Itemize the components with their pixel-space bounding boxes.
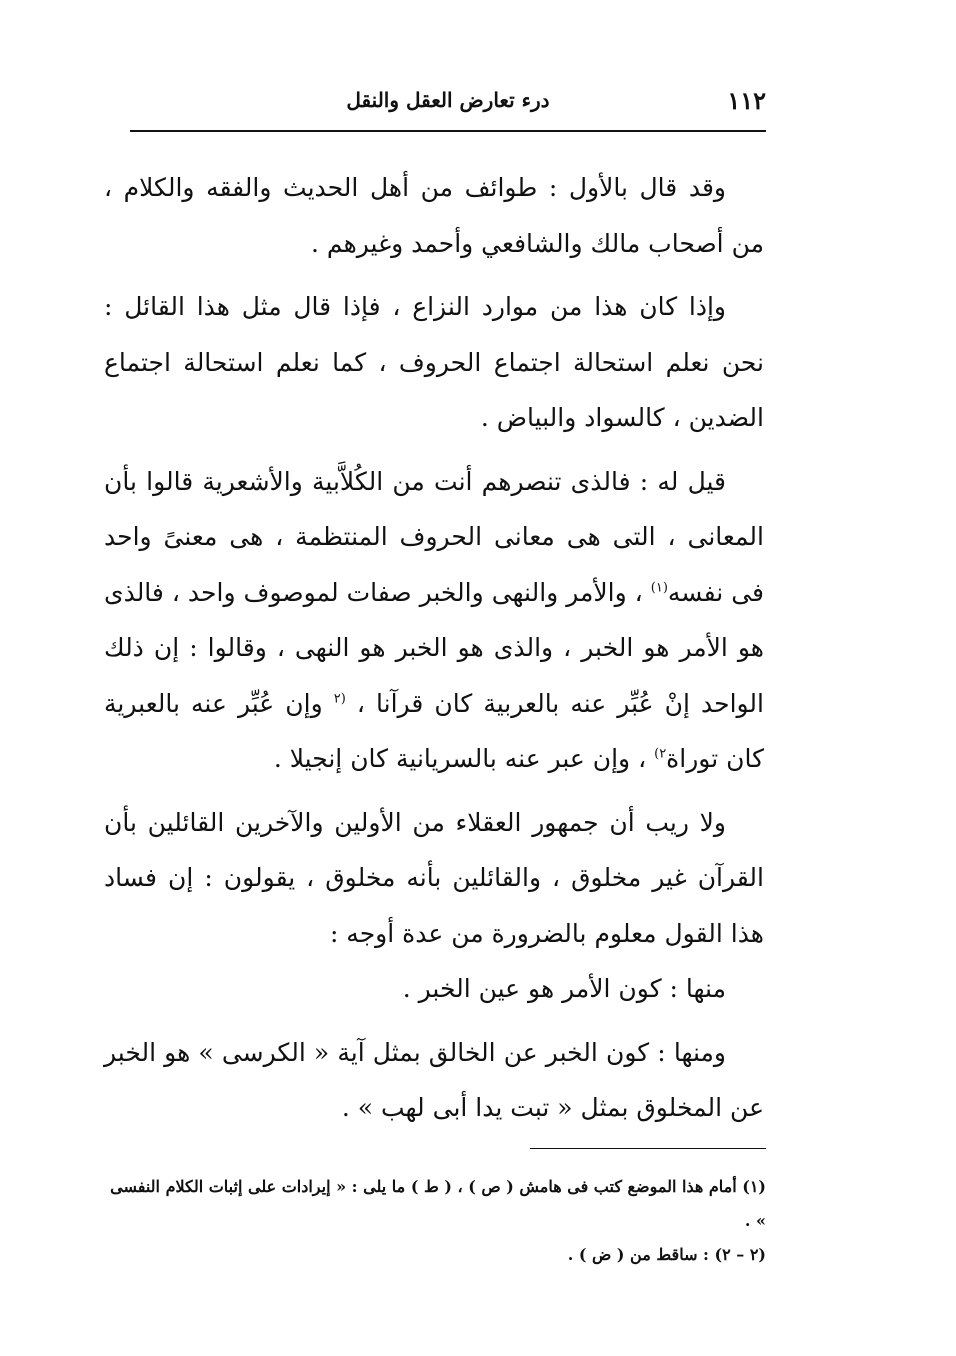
- page-number: ١١٢: [727, 86, 766, 115]
- footnote-ref-1: (١): [650, 580, 668, 596]
- paragraph-3-part-c: وإن عُبِّر عنه بالعبرية كان توراة: [104, 688, 764, 773]
- paragraph-3: [104, 454, 764, 787]
- paragraph-6: ومنها : كون الخبر عن الخالق بمثل آية « الكرسى » هو الخبر عن المخلوق بمثل « تبت يدا أبى لهب » .: [104, 1037, 764, 1122]
- footnote-ref-2-start: (٢: [333, 691, 346, 707]
- page-header: [130, 82, 766, 122]
- paragraph-2: وإذا كان هذا من موارد النزاع ، فإذا قال مثل هذا القائل : نحن نعلم استحالة اجتماع الحروف ، كما نعلم استحالة اجتماع الضدين ، كالسواد والبياض .: [104, 292, 764, 432]
- paragraph-3-part-b: ، والأمر والنهى والخبر صفات لموصوف واحد ، فالذى هو الأمر هو الخبر ، والذى هو الخبر هو النهى ، وقالوا : إن ذلك الواحد إنْ عُبِّر عنه بالعربية كان قرآنا ،: [104, 577, 764, 718]
- header-rule: [130, 130, 766, 132]
- footnote-ref-2-end: ٢): [654, 746, 667, 762]
- footnotes: [110, 1170, 766, 1272]
- body-text: [104, 160, 764, 1144]
- footnote-2: (٢ – ٢) : ساقط من ( ض ) .: [567, 1245, 766, 1264]
- paragraph-3-part-d: ، وإن عبر عنه بالسريانية كان إنجيلا .: [273, 744, 655, 773]
- paragraph-4: ولا ريب أن جمهور العقلاء من الأولين والآخرين القائلين بأن القرآن غير مخلوق ، والقائلين بأنه مخلوق ، يقولون : إن فساد هذا القول معلوم بالضرورة من عدة أوجه :: [104, 807, 764, 948]
- paragraph-1: وقد قال بالأول : طوائف من أهل الحديث والفقه والكلام ، من أصحاب مالك والشافعي وأحمد وغيرهم .: [104, 173, 764, 258]
- running-title: درء تعارض العقل والنقل: [346, 88, 550, 112]
- paragraph-3-part-a: قيل له : فالذى تنصرهم أنت من الكُلاَّبية والأشعرية قالوا بأن المعانى ، التى هى معانى الحروف المنتظمة ، هى معنىً واحد فى نفسه: [104, 466, 764, 607]
- paragraph-5: منها : كون الأمر هو عين الخبر .: [402, 974, 726, 1003]
- footnote-rule: [530, 1148, 766, 1149]
- footnote-1: (١) أمام هذا الموضع كتب فى هامش ( ص ) ، ( ط ) ما يلى : « إيرادات على إثبات الكلام النفسى » .: [110, 1177, 766, 1230]
